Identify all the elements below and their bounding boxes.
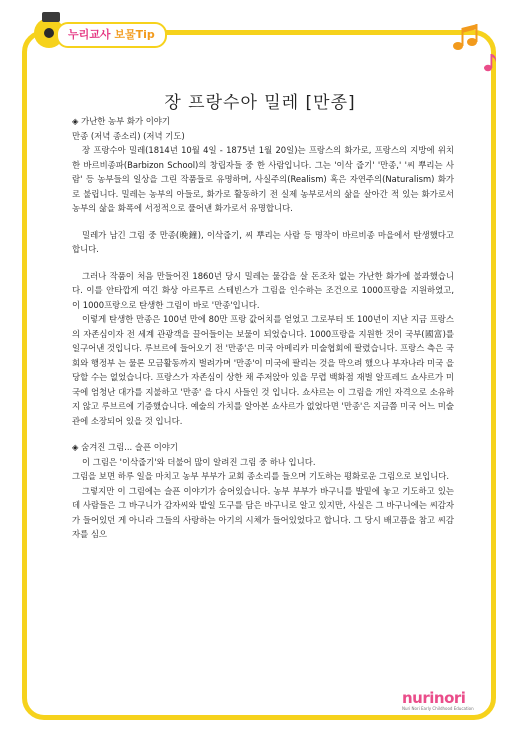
graduation-cap-icon: [42, 12, 60, 22]
brand-wordmark: nurinori: [402, 689, 466, 707]
header-logo: [30, 14, 180, 48]
logo-text-b: 보물Tip: [114, 28, 155, 41]
logo-text-a: 누리교사: [68, 28, 111, 41]
section-heading: ◈ 가난한 농부 화가 이야기: [72, 116, 170, 126]
mascot-eye: [44, 28, 54, 38]
brand-tagline: Nuri Nori Early Childhood Education: [402, 706, 474, 711]
paragraph: 이렇게 탄생한 만종은 100년 만에 80만 프랑 값어치를 얻었고 그로부터 또 100년이 지난 지금 프랑스의 자존심이자 전 세계 관광객을 끌어들이는 보물이 되었습니다. 1000프랑을 지원한 것이 국부(國富)를 일구어낸 것입니다. 루브르에 들어오기 전 '만종'은 미국 아메리카 미술협회에 팔렸습니다. 프랑스 측은 국회와 행정부 는 물론 모금활동까지 벌려가며 '만종'이 미국에 팔리는 것을 막으려 했으나 부자나라 미국 을 당할 수는 없었습니다. 프랑스가 자존심이 상한 채 주저앉아 있을 무렵 백화점 재벌 알프레드 쇼샤르가 미국에 엄청난 대가를 지불하고 '만종' 을 다시 사들인 것 입니다. 쇼샤르는 이 그림을 개인 자격으로 소유하지 않고 루브르에 기증했습니다. 예술의 가치를 알아본 쇼샤르가 없었다면 '만종'은 지금쯤 미국 어느 미술관에 소장되어 있을 것 입니다.: [72, 314, 454, 426]
paragraph: 그렇지만 이 그림에는 슬픈 이야기가 숨어있습니다. 농부 부부가 바구니를 발밑에 놓고 기도하고 있는데 사람들은 그 바구니가 감자씨와 밭일 도구를 담은 바구니로 알고 있지만, 사실은 그 바구니에는 씨감자가 들어있던 게 아니라 그들의 사랑하는 아기의 시체가 들어있었다고 합니다. 그 당시 배고픔을 참고 씨감자를 심으: [72, 485, 454, 539]
section-subheading: 만종 (저녁 종소리) (저녁 기도): [72, 130, 185, 141]
music-notes-icon: [450, 24, 498, 74]
paragraph: 그러나 작품이 처음 만들어진 1860년 당시 밀레는 물감을 살 돈조차 없는 가난한 화가에 불과했습니다. 이를 안타깝게 여긴 화상 아르투르 스테빈스가 그림을 인수하는 조건으로 1000프랑을 지원하였고, 이 1000프랑으로 탄생한 그림이 바로 '만종'입니다.: [72, 270, 454, 310]
paragraph: 이 그림은 '이삭줍기'와 더불어 많이 알려진 그림 중 하나 입니다.: [82, 456, 316, 467]
section-heading: ◈ 숨겨진 그림... 슬픈 이야기: [72, 442, 178, 452]
article-body: [72, 114, 454, 542]
logo-label: [56, 22, 167, 48]
paragraph: 장 프랑수아 밀레(1814년 10월 4일 - 1875년 1월 20일)는 프랑스의 화가로, 프랑스의 지방에 위치한 바르비종파(Barbizon School)의 창립자들 중 한 사람입니다. 그는 '이삭 줍기' '만종,' '씨 뿌리는 사람' 등 농부들의 일상을 그린 작품들로 유명하며, 사실주의(Realism) 혹은 자연주의(Naturalism) 화가로 불립니다. 밀레는 농부의 아들로, 화가로 활동하기 전 실제 농부로서의 삶을 살아간 적 있는 화가로서 농부의 삶을 화폭에 서정적으로 풀어낸 화가로서 유명합니다.: [72, 145, 454, 213]
page-title: 장 프랑수아 밀레 [만종]: [164, 93, 356, 113]
paragraph: 그림을 보면 하루 일을 마치고 농부 부부가 교회 종소리를 들으며 기도하는 평화로운 그림으로 보입니다.: [72, 471, 450, 481]
paragraph: 밀레가 남긴 그림 중 만종(晩鐘), 이삭줍기, 씨 뿌리는 사람 등 명작이 바르비종 마을에서 탄생했다고 합니다.: [72, 229, 454, 254]
footer-logo: [402, 690, 492, 714]
